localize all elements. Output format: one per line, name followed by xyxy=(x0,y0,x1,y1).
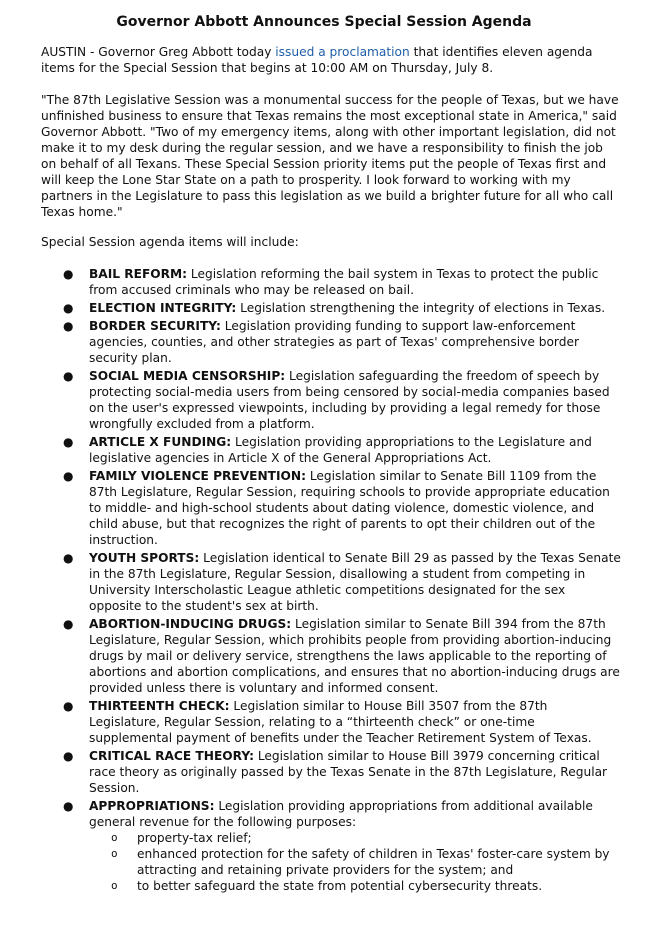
bullet-icon: ● xyxy=(63,369,74,383)
agenda-item-title: CRITICAL RACE THEORY: xyxy=(89,749,254,763)
page-title: Governor Abbott Announces Special Session Agenda xyxy=(116,14,532,30)
quote-paragraph: "The 87th Legislative Session was a monumental success for the people of Texas, but we have unfinished business to ensure that Texas remains the most exceptional state in America," said Governor Abbott. "Two of my emergency items, along with other important legislation, did not make it to my desk during the regular session, and we have a responsibility to finish the job on behalf of all Texans. These Special Session priority items put the people of Texas first and will keep the Lone Star State on a path to prosperity. I look forward to working with my partners in the Legislature to pass this legislation as we build a brighter future for all who call Texas home." xyxy=(41,93,619,219)
agenda-item-text: Legislation safeguarding the freedom of speech by protecting social-media users from being censored by social-media companies based on the user's expressed viewpoints, including by providing a legal remedy for those wrongfully excluded from a platform. xyxy=(89,369,610,431)
agenda-item-election-integrity xyxy=(41,300,621,316)
hollow-bullet-icon: o xyxy=(111,831,118,844)
hollow-bullet-icon: o xyxy=(111,879,118,892)
agenda-item-text: Legislation providing funding to support law-enforcement agencies, counties, and other strategies as part of Texas' comprehensive border security plan. xyxy=(89,319,579,365)
proclamation-link[interactable]: issued a proclamation xyxy=(275,45,410,59)
hollow-bullet-icon: o xyxy=(111,847,118,860)
agenda-item-social-media-censorship xyxy=(41,368,621,432)
sub-item xyxy=(89,830,621,846)
agenda-item-bail-reform xyxy=(41,266,621,298)
agenda-item-abortion-inducing-drugs xyxy=(41,616,621,696)
bullet-icon: ● xyxy=(63,267,74,281)
agenda-item-text: Legislation providing appropriations to the Legislature and legislative agencies in Article X of the General Appropriations Act. xyxy=(89,435,592,465)
agenda-item-title: SOCIAL MEDIA CENSORSHIP: xyxy=(89,369,286,383)
appropriations-sublist xyxy=(89,830,621,894)
agenda-item-title: BAIL REFORM: xyxy=(89,267,188,281)
bullet-icon: ● xyxy=(63,799,74,813)
bullet-icon: ● xyxy=(63,435,74,449)
agenda-list xyxy=(41,266,621,896)
agenda-item-text: Legislation similar to Senate Bill 394 from the 87th Legislature, Regular Session, which prohibits people from providing abortion-inducing drugs by mail or delivery service, strengthens the laws applicable to the reporting of abortions and abortion complications, and ensures that no abortion-inducing drugs are provided unless there is voluntary and informed consent. xyxy=(89,617,620,695)
agenda-item-title: THIRTEENTH CHECK: xyxy=(89,699,230,713)
agenda-item-critical-race-theory xyxy=(41,748,621,796)
agenda-item-family-violence-prevention xyxy=(41,468,621,548)
bullet-icon: ● xyxy=(63,469,74,483)
agenda-item-text: Legislation providing appropriations from additional available general revenue for the following purposes: xyxy=(89,799,593,829)
agenda-item-text: Legislation reforming the bail system in Texas to protect the public from accused criminals who may be released on bail. xyxy=(89,267,599,297)
bullet-icon: ● xyxy=(63,301,74,315)
intro-text-before: AUSTIN - Governor Greg Abbott today xyxy=(41,45,276,59)
sub-item-text: to better safeguard the state from potential cybersecurity threats. xyxy=(137,879,543,893)
agenda-item-youth-sports xyxy=(41,550,621,614)
intro-text-after: that identifies eleven agenda items for the Special Session that begins at 10:00 AM on Thursday, July 8. xyxy=(41,45,593,75)
sub-item-text: enhanced protection for the safety of children in Texas' foster-care system by attracting and retaining private providers for the system; and xyxy=(137,847,610,877)
agenda-item-border-security xyxy=(41,318,621,366)
bullet-icon: ● xyxy=(63,319,74,333)
agenda-item-title: ARTICLE X FUNDING: xyxy=(89,435,232,449)
agenda-item-text: Legislation identical to Senate Bill 29 as passed by the Texas Senate in the 87th Legislature, Regular Session, disallowing a student from competing in University Interscholastic League athletic competitions designated for the sex opposite to the student's sex at birth. xyxy=(89,551,621,613)
bullet-icon: ● xyxy=(63,551,74,565)
agenda-item-title: FAMILY VIOLENCE PREVENTION: xyxy=(89,469,306,483)
agenda-item-text: Legislation similar to Senate Bill 1109 from the 87th Legislature, Regular Session, requiring schools to provide appropriate education to middle- and high-school students about dating violence, domestic violence, and child abuse, but that recognizes the right of parents to opt their children out of the instruction. xyxy=(89,469,610,547)
sub-item-text: property-tax relief; xyxy=(137,831,252,845)
agenda-item-text: Legislation strengthening the integrity of elections in Texas. xyxy=(236,301,606,315)
sub-item xyxy=(89,846,621,878)
agenda-item-text: Legislation similar to House Bill 3979 concerning critical race theory as originally passed by the Texas Senate in the 87th Legislature, Regular Session. xyxy=(89,749,608,795)
bullet-icon: ● xyxy=(63,617,74,631)
sub-item xyxy=(89,878,621,894)
agenda-item-thirteenth-check xyxy=(41,698,621,746)
agenda-item-title: BORDER SECURITY: xyxy=(89,319,221,333)
agenda-lead-text: Special Session agenda items will include: xyxy=(41,235,299,249)
agenda-item-article-x-funding xyxy=(41,434,621,466)
agenda-item-title: ABORTION-INDUCING DRUGS: xyxy=(89,617,292,631)
agenda-item-title: YOUTH SPORTS: xyxy=(89,551,200,565)
agenda-item-title: ELECTION INTEGRITY: xyxy=(89,301,237,315)
intro-paragraph xyxy=(41,44,621,76)
agenda-item-text: Legislation similar to House Bill 3507 from the 87th Legislature, Regular Session, relating to a “thirteenth check” or one-time supplemental payment of benefits under the Teacher Retirement System of Texas. xyxy=(89,699,592,745)
agenda-item-title: APPROPRIATIONS: xyxy=(89,799,215,813)
agenda-item-appropriations xyxy=(41,798,621,894)
bullet-icon: ● xyxy=(63,749,74,763)
bullet-icon: ● xyxy=(63,699,74,713)
